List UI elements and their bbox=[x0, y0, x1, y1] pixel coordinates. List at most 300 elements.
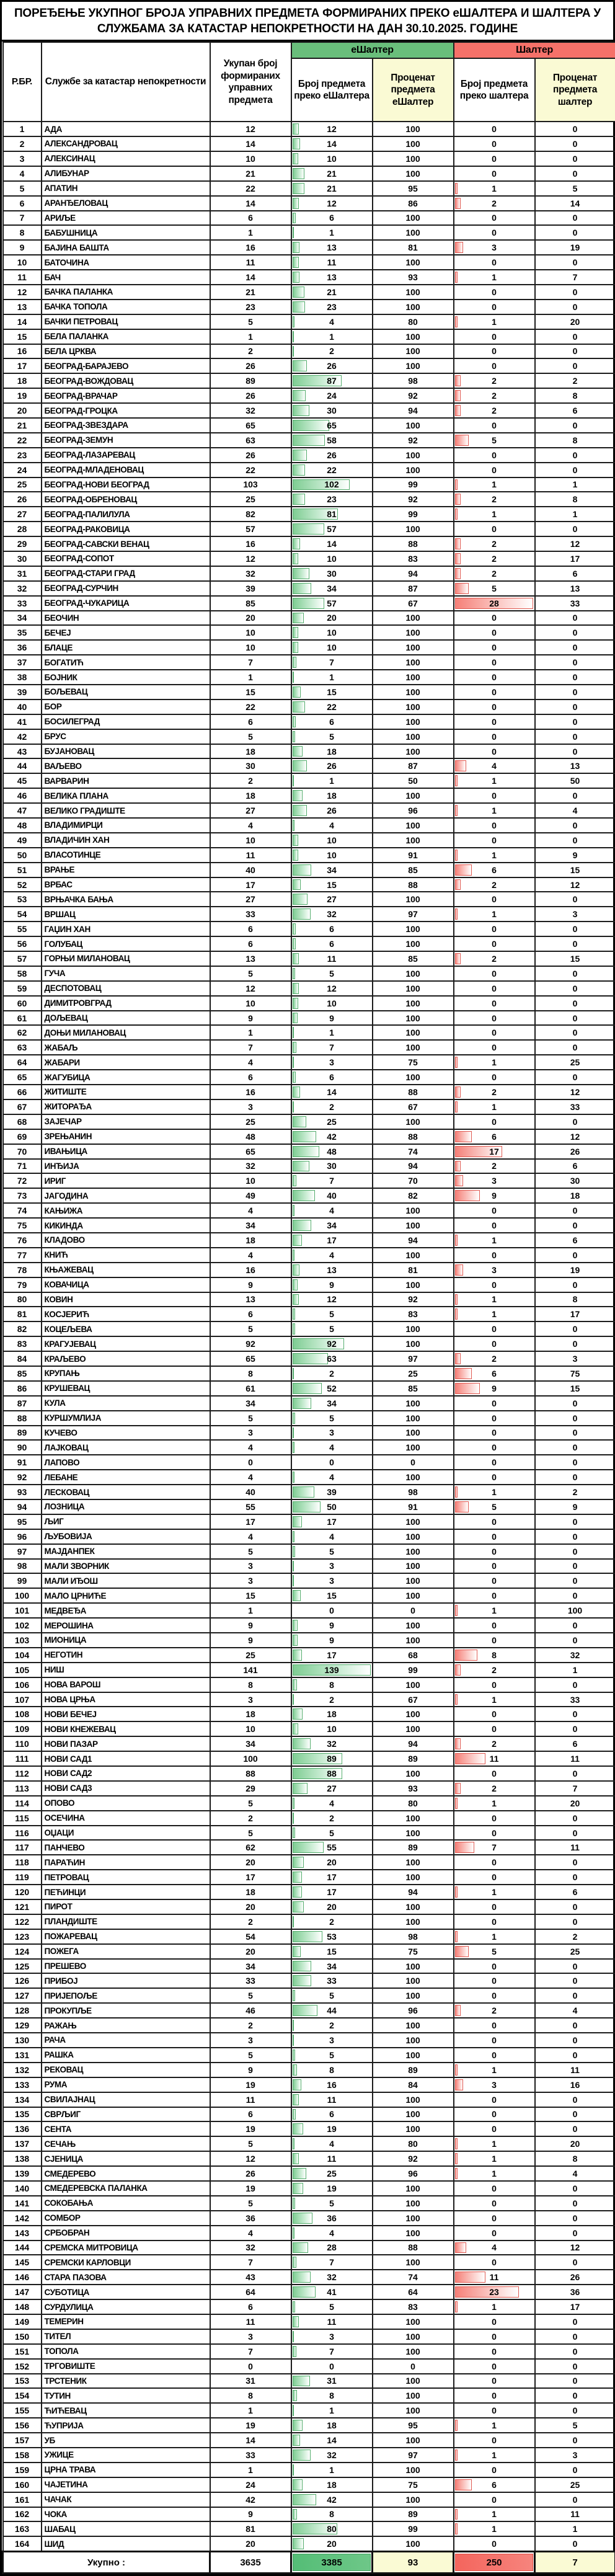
shalter-count-cell-value: 1 bbox=[492, 1102, 497, 1112]
eshalter-databar bbox=[293, 2035, 294, 2046]
row-number-cell: 141 bbox=[3, 2196, 42, 2211]
table-row bbox=[3, 166, 615, 181]
shalter-percent-cell: 0 bbox=[535, 2359, 615, 2374]
row-number-cell: 82 bbox=[3, 1321, 42, 1336]
total-count-cell: 33 bbox=[210, 907, 291, 922]
table-row bbox=[3, 2077, 615, 2092]
eshalter-count-cell bbox=[291, 2063, 373, 2077]
eshalter-count-cell-value: 22 bbox=[327, 702, 337, 712]
eshalter-databar bbox=[293, 953, 299, 964]
service-name-cell: РАЖАЊ bbox=[42, 2018, 210, 2033]
eshalter-databar bbox=[293, 983, 299, 994]
shalter-databar bbox=[455, 2272, 486, 2283]
shalter-count-cell bbox=[454, 1826, 535, 1841]
service-name-cell: ВРАЊЕ bbox=[42, 863, 210, 877]
service-name-cell: ТУТИН bbox=[42, 2388, 210, 2403]
total-count-cell: 22 bbox=[210, 181, 291, 196]
eshalter-databar bbox=[293, 1635, 298, 1646]
shalter-count-cell-value: 0 bbox=[492, 1517, 497, 1527]
total-count-cell: 10 bbox=[210, 1173, 291, 1188]
total-count-cell: 11 bbox=[210, 848, 291, 863]
eshalter-count-cell-value: 20 bbox=[327, 1857, 337, 1867]
shalter-count-cell bbox=[454, 1440, 535, 1455]
total-count-cell: 7 bbox=[210, 655, 291, 670]
eshalter-percent-cell: 74 bbox=[373, 2270, 454, 2285]
shalter-count-cell-value: 0 bbox=[492, 169, 497, 179]
shalter-count-cell bbox=[454, 685, 535, 700]
shalter-count-cell-value: 2 bbox=[492, 554, 497, 564]
total-count-cell: 15 bbox=[210, 685, 291, 700]
eshalter-percent-cell: 100 bbox=[373, 418, 454, 433]
row-number-cell: 104 bbox=[3, 1648, 42, 1663]
eshalter-databar bbox=[293, 420, 329, 431]
service-name-cell: ГОЛУБАЦ bbox=[42, 936, 210, 951]
shalter-count-cell bbox=[454, 2092, 535, 2107]
service-name-cell: ЛОЗНИЦА bbox=[42, 1499, 210, 1514]
shalter-count-cell-value: 0 bbox=[492, 524, 497, 534]
eshalter-percent-cell: 93 bbox=[373, 1781, 454, 1796]
shalter-count-cell-value: 0 bbox=[492, 1072, 497, 1082]
service-name-cell: БЕОЧИН bbox=[42, 611, 210, 626]
shalter-count-cell bbox=[454, 1263, 535, 1277]
table-row bbox=[3, 596, 615, 611]
eshalter-count-cell bbox=[291, 1618, 373, 1633]
shalter-percent-cell: 11 bbox=[535, 2063, 615, 2077]
service-name-cell: ДИМИТРОВГРАД bbox=[42, 996, 210, 1011]
row-number-cell: 65 bbox=[3, 1070, 42, 1085]
shalter-count-cell bbox=[454, 773, 535, 788]
service-name-cell: АЛЕКСАНДРОВАЦ bbox=[42, 136, 210, 151]
service-name-cell: ШИД bbox=[42, 2536, 210, 2551]
service-name-cell: ОЏАЦИ bbox=[42, 1826, 210, 1841]
eshalter-count-cell-value: 8 bbox=[329, 2391, 334, 2401]
eshalter-count-cell-value: 19 bbox=[327, 2183, 337, 2193]
service-name-cell: ПРОКУПЉЕ bbox=[42, 2003, 210, 2018]
eshalter-percent-cell: 100 bbox=[373, 611, 454, 626]
service-name-cell: КРАГУЈЕВАЦ bbox=[42, 1336, 210, 1351]
shalter-percent-cell: 0 bbox=[535, 2181, 615, 2196]
table-row bbox=[3, 2181, 615, 2196]
row-number-cell: 80 bbox=[3, 1292, 42, 1307]
total-count-cell: 1 bbox=[210, 670, 291, 685]
column-header-eshalter-percent: Проценат предмета еШалтер bbox=[373, 58, 454, 122]
service-name-cell: БРУС bbox=[42, 729, 210, 744]
table-row bbox=[3, 358, 615, 373]
shalter-databar bbox=[455, 908, 458, 920]
eshalter-count-cell bbox=[291, 1129, 373, 1144]
eshalter-count-cell-value: 92 bbox=[327, 1339, 337, 1349]
shalter-count-cell bbox=[454, 1633, 535, 1648]
shalter-percent-cell: 2 bbox=[535, 1485, 615, 1499]
eshalter-count-cell-value: 14 bbox=[327, 2435, 337, 2445]
row-number-cell: 1 bbox=[3, 122, 42, 136]
shalter-percent-cell: 0 bbox=[535, 1277, 615, 1292]
row-number-cell: 119 bbox=[3, 1870, 42, 1885]
eshalter-percent-cell: 100 bbox=[373, 522, 454, 536]
shalter-count-cell bbox=[454, 2270, 535, 2285]
shalter-databar bbox=[455, 316, 458, 327]
row-number-cell: 131 bbox=[3, 2048, 42, 2063]
eshalter-count-cell bbox=[291, 892, 373, 907]
service-name-cell: КЛАДОВО bbox=[42, 1233, 210, 1248]
eshalter-count-cell-value: 10 bbox=[327, 850, 337, 860]
shalter-percent-cell: 0 bbox=[535, 1025, 615, 1040]
shalter-percent-cell: 0 bbox=[535, 670, 615, 685]
eshalter-databar bbox=[293, 1250, 295, 1261]
row-number-cell: 83 bbox=[3, 1336, 42, 1351]
eshalter-databar bbox=[293, 286, 304, 298]
total-count-cell: 18 bbox=[210, 744, 291, 759]
shalter-count-cell bbox=[454, 2433, 535, 2448]
page-title: ПОРЕЂЕЊЕ УКУПНОГ БРОЈА УПРАВНИХ ПРЕДМЕТА ФОРМИРАНИХ ПРЕКО еШАЛТЕРА И ШАЛТЕРА У СЛУЖБАМА ЗА КАТАСТАР НЕПОКРЕТНОСТИ НА ДАН 30.10.2025. ГОДИНЕ bbox=[2, 2, 613, 42]
service-name-cell: БЕОГРАД-ЧУКАРИЦА bbox=[42, 596, 210, 611]
service-name-cell: ИНЂИЈА bbox=[42, 1159, 210, 1174]
eshalter-count-cell bbox=[291, 211, 373, 226]
eshalter-count-cell-value: 58 bbox=[327, 435, 337, 445]
shalter-count-cell bbox=[454, 211, 535, 226]
shalter-percent-cell: 0 bbox=[535, 2433, 615, 2448]
eshalter-databar bbox=[293, 1101, 294, 1113]
eshalter-count-cell bbox=[291, 1366, 373, 1381]
service-name-cell: БАБУШНИЦА bbox=[42, 225, 210, 240]
service-name-cell: БОСИЛЕГРАД bbox=[42, 714, 210, 729]
column-header-total: Укупан број формираних управних предмета bbox=[210, 42, 291, 122]
service-name-cell: БЕЧЕЈ bbox=[42, 625, 210, 640]
eshalter-count-cell-value: 32 bbox=[327, 2450, 337, 2460]
shalter-percent-cell: 8 bbox=[535, 433, 615, 448]
eshalter-count-cell-value: 48 bbox=[327, 1147, 337, 1157]
table-row bbox=[3, 2329, 615, 2344]
eshalter-percent-cell: 100 bbox=[373, 1855, 454, 1870]
shalter-percent-cell: 25 bbox=[535, 1944, 615, 1959]
table-footer bbox=[3, 2552, 615, 2574]
shalter-count-cell-value: 6 bbox=[492, 2480, 497, 2490]
shalter-count-cell bbox=[454, 566, 535, 581]
shalter-count-cell bbox=[454, 833, 535, 848]
shalter-count-cell bbox=[454, 1099, 535, 1114]
eshalter-count-cell-value: 4 bbox=[329, 1798, 334, 1808]
eshalter-percent-cell: 89 bbox=[373, 1751, 454, 1766]
row-number-cell: 106 bbox=[3, 1677, 42, 1692]
shalter-percent-cell: 2 bbox=[535, 1929, 615, 1944]
row-number-cell: 87 bbox=[3, 1396, 42, 1411]
total-count-cell: 39 bbox=[210, 581, 291, 596]
row-number-cell: 6 bbox=[3, 196, 42, 211]
table-row bbox=[3, 1973, 615, 1988]
shalter-count-cell-value: 1 bbox=[492, 2509, 497, 2519]
shalter-databar bbox=[455, 1886, 458, 1898]
total-count-cell: 3 bbox=[210, 2329, 291, 2344]
shalter-percent-cell: 20 bbox=[535, 2136, 615, 2151]
row-number-cell: 115 bbox=[3, 1811, 42, 1826]
row-number-cell: 117 bbox=[3, 1840, 42, 1855]
total-count-cell: 46 bbox=[210, 2003, 291, 2018]
eshalter-count-cell bbox=[291, 196, 373, 211]
eshalter-count-cell bbox=[291, 1025, 373, 1040]
shalter-count-cell bbox=[454, 877, 535, 892]
total-count-cell: 15 bbox=[210, 1588, 291, 1603]
service-name-cell: УЖИЦЕ bbox=[42, 2448, 210, 2463]
eshalter-count-cell-value: 20 bbox=[327, 1902, 337, 1912]
eshalter-databar bbox=[293, 1857, 304, 1868]
eshalter-count-cell-value: 57 bbox=[327, 524, 337, 534]
eshalter-databar bbox=[293, 346, 294, 357]
row-number-cell: 25 bbox=[3, 477, 42, 492]
eshalter-count-cell-value: 12 bbox=[327, 198, 337, 208]
eshalter-count-cell-value: 5 bbox=[329, 1413, 334, 1423]
eshalter-count-cell bbox=[291, 1233, 373, 1248]
shalter-count-cell-value: 1 bbox=[492, 776, 497, 786]
eshalter-percent-cell: 96 bbox=[373, 2003, 454, 2018]
eshalter-databar bbox=[293, 1931, 322, 1942]
eshalter-databar bbox=[293, 598, 325, 609]
eshalter-count-cell bbox=[291, 2299, 373, 2314]
shalter-percent-cell: 0 bbox=[535, 285, 615, 300]
row-number-cell: 114 bbox=[3, 1796, 42, 1811]
eshalter-count-cell bbox=[291, 2314, 373, 2329]
eshalter-percent-cell: 100 bbox=[373, 1677, 454, 1692]
shalter-count-cell-value: 0 bbox=[492, 1398, 497, 1408]
shalter-count-cell bbox=[454, 2536, 535, 2551]
eshalter-databar bbox=[293, 1531, 295, 1542]
eshalter-databar bbox=[293, 1590, 301, 1601]
eshalter-count-cell bbox=[291, 803, 373, 818]
shalter-databar bbox=[455, 953, 461, 964]
shalter-count-cell-value: 0 bbox=[492, 1324, 497, 1334]
total-count-cell: 29 bbox=[210, 1781, 291, 1796]
eshalter-percent-cell: 100 bbox=[373, 2107, 454, 2122]
eshalter-databar bbox=[293, 850, 298, 861]
eshalter-percent-cell: 100 bbox=[373, 1070, 454, 1085]
eshalter-count-cell bbox=[291, 2507, 373, 2522]
row-number-cell: 4 bbox=[3, 166, 42, 181]
shalter-count-cell bbox=[454, 1766, 535, 1781]
table-row bbox=[3, 1218, 615, 1233]
table-row bbox=[3, 536, 615, 551]
shalter-count-cell bbox=[454, 2211, 535, 2226]
shalter-percent-cell: 17 bbox=[535, 2299, 615, 2314]
service-name-cell: ВЛАСОТИНЦЕ bbox=[42, 848, 210, 863]
shalter-count-cell-value: 0 bbox=[492, 1857, 497, 1867]
eshalter-count-cell-value: 63 bbox=[327, 1354, 337, 1364]
shalter-count-cell bbox=[454, 1188, 535, 1203]
eshalter-databar bbox=[293, 1886, 302, 1898]
eshalter-count-cell-value: 4 bbox=[329, 1442, 334, 1452]
eshalter-databar bbox=[293, 760, 308, 771]
shalter-count-cell-value: 3 bbox=[492, 1176, 497, 1186]
total-count-cell: 65 bbox=[210, 1351, 291, 1366]
service-name-cell: БЛАЦЕ bbox=[42, 640, 210, 655]
eshalter-databar bbox=[293, 1561, 294, 1572]
shalter-count-cell bbox=[454, 2299, 535, 2314]
shalter-count-cell bbox=[454, 136, 535, 151]
table-row bbox=[3, 1336, 615, 1351]
shalter-percent-cell: 0 bbox=[535, 2492, 615, 2507]
shalter-count-cell-value: 0 bbox=[492, 1280, 497, 1290]
shalter-percent-cell: 0 bbox=[535, 344, 615, 359]
eshalter-percent-cell: 100 bbox=[373, 300, 454, 314]
table-row bbox=[3, 922, 615, 936]
total-count-cell: 6 bbox=[210, 714, 291, 729]
eshalter-percent-cell: 81 bbox=[373, 240, 454, 255]
shalter-count-cell-value: 0 bbox=[492, 2317, 497, 2327]
eshalter-percent-cell: 100 bbox=[373, 922, 454, 936]
eshalter-percent-cell: 0 bbox=[373, 2359, 454, 2374]
shalter-percent-cell: 0 bbox=[535, 1321, 615, 1336]
eshalter-count-cell bbox=[291, 1292, 373, 1307]
eshalter-databar bbox=[293, 2213, 313, 2224]
eshalter-percent-cell: 89 bbox=[373, 2063, 454, 2077]
eshalter-count-cell bbox=[291, 1055, 373, 1070]
shalter-databar bbox=[455, 1798, 458, 1809]
table-row bbox=[3, 551, 615, 566]
eshalter-count-cell-value: 7 bbox=[329, 1042, 334, 1052]
row-number-cell: 11 bbox=[3, 270, 42, 285]
eshalter-databar bbox=[293, 1813, 294, 1824]
row-number-cell: 76 bbox=[3, 1233, 42, 1248]
shalter-count-cell-value: 0 bbox=[492, 361, 497, 371]
eshalter-databar bbox=[293, 1738, 311, 1749]
eshalter-percent-cell: 99 bbox=[373, 477, 454, 492]
shalter-count-cell-value: 0 bbox=[492, 1013, 497, 1023]
eshalter-count-cell-value: 8 bbox=[329, 2065, 334, 2075]
shalter-count-cell-value: 0 bbox=[492, 1028, 497, 1037]
eshalter-databar bbox=[293, 923, 296, 935]
shalter-count-cell bbox=[454, 1218, 535, 1233]
eshalter-percent-cell: 100 bbox=[373, 1899, 454, 1914]
eshalter-count-cell-value: 1 bbox=[329, 2405, 334, 2415]
table-row bbox=[3, 2255, 615, 2270]
eshalter-count-cell-value: 3 bbox=[329, 2035, 334, 2045]
eshalter-percent-cell: 67 bbox=[373, 1692, 454, 1707]
eshalter-databar bbox=[293, 1013, 298, 1024]
total-count-cell: 5 bbox=[210, 1411, 291, 1426]
table-row bbox=[3, 1470, 615, 1485]
row-number-cell: 19 bbox=[3, 388, 42, 403]
shalter-databar bbox=[455, 1605, 458, 1616]
eshalter-count-cell bbox=[291, 2166, 373, 2181]
eshalter-count-cell-value: 52 bbox=[327, 1383, 337, 1393]
total-count-cell: 27 bbox=[210, 803, 291, 818]
eshalter-databar bbox=[293, 301, 306, 313]
row-number-cell: 143 bbox=[3, 2226, 42, 2241]
eshalter-count-cell-value: 139 bbox=[324, 1665, 338, 1675]
shalter-percent-cell: 4 bbox=[535, 803, 615, 818]
service-name-cell: СВИЛАЈНАЦ bbox=[42, 2092, 210, 2107]
eshalter-count-cell-value: 16 bbox=[327, 2080, 337, 2090]
eshalter-percent-cell: 97 bbox=[373, 1351, 454, 1366]
shalter-percent-cell: 0 bbox=[535, 300, 615, 314]
eshalter-databar bbox=[293, 1264, 300, 1276]
row-number-cell: 151 bbox=[3, 2344, 42, 2359]
service-name-cell: ДЕСПОТОВАЦ bbox=[42, 981, 210, 996]
shalter-percent-cell: 0 bbox=[535, 625, 615, 640]
total-count-cell: 9 bbox=[210, 2507, 291, 2522]
total-count-cell: 63 bbox=[210, 433, 291, 448]
shalter-count-cell bbox=[454, 951, 535, 966]
total-count-cell: 2 bbox=[210, 2018, 291, 2033]
shalter-count-cell bbox=[454, 1855, 535, 1870]
service-name-cell: БАЧКА ТОПОЛА bbox=[42, 300, 210, 314]
shalter-count-cell bbox=[454, 714, 535, 729]
eshalter-count-cell-value: 4 bbox=[329, 820, 334, 830]
row-number-cell: 93 bbox=[3, 1485, 42, 1499]
eshalter-count-cell-value: 26 bbox=[327, 806, 337, 815]
service-name-cell: ЋУПРИЈА bbox=[42, 2418, 210, 2433]
eshalter-count-cell-value: 6 bbox=[329, 717, 334, 727]
total-count-cell: 9 bbox=[210, 1618, 291, 1633]
shalter-count-cell bbox=[454, 463, 535, 477]
total-count-cell: 33 bbox=[210, 1973, 291, 1988]
eshalter-count-cell-value: 10 bbox=[327, 154, 337, 164]
shalter-count-cell-value: 0 bbox=[492, 2361, 497, 2371]
shalter-count-cell-value: 1 bbox=[492, 909, 497, 919]
row-number-cell: 101 bbox=[3, 1603, 42, 1618]
table-row bbox=[3, 507, 615, 522]
eshalter-count-cell bbox=[291, 1144, 373, 1159]
eshalter-count-cell-value: 34 bbox=[327, 865, 337, 875]
shalter-count-cell bbox=[454, 1663, 535, 1677]
eshalter-count-cell-value: 12 bbox=[327, 984, 337, 993]
total-count-cell: 30 bbox=[210, 758, 291, 773]
eshalter-percent-cell: 74 bbox=[373, 1144, 454, 1159]
shalter-percent-cell: 8 bbox=[535, 1292, 615, 1307]
eshalter-count-cell bbox=[291, 240, 373, 255]
eshalter-count-cell-value: 21 bbox=[327, 169, 337, 179]
shalter-count-cell bbox=[454, 1796, 535, 1811]
shalter-percent-cell: 0 bbox=[535, 1588, 615, 1603]
row-number-cell: 41 bbox=[3, 714, 42, 729]
eshalter-count-cell bbox=[291, 2211, 373, 2226]
eshalter-percent-cell: 97 bbox=[373, 2448, 454, 2463]
shalter-count-cell-value: 2 bbox=[492, 2005, 497, 2015]
eshalter-count-cell-value: 4 bbox=[329, 1472, 334, 1482]
shalter-percent-cell: 0 bbox=[535, 611, 615, 626]
eshalter-count-cell bbox=[291, 1870, 373, 1885]
shalter-percent-cell: 0 bbox=[535, 729, 615, 744]
eshalter-databar bbox=[293, 1353, 328, 1364]
eshalter-databar bbox=[293, 523, 325, 535]
eshalter-count-cell-value: 7 bbox=[329, 2257, 334, 2267]
eshalter-percent-cell: 100 bbox=[373, 2196, 454, 2211]
eshalter-percent-cell: 100 bbox=[373, 358, 454, 373]
eshalter-percent-cell: 100 bbox=[373, 640, 454, 655]
service-name-cell: БЕОГРАД-ВРАЧАР bbox=[42, 388, 210, 403]
eshalter-percent-cell: 100 bbox=[373, 2121, 454, 2136]
eshalter-count-cell bbox=[291, 1203, 373, 1218]
eshalter-databar bbox=[293, 701, 305, 713]
service-name-cell: КРАЉЕВО bbox=[42, 1351, 210, 1366]
shalter-count-cell bbox=[454, 1144, 535, 1159]
table-row bbox=[3, 2196, 615, 2211]
shalter-count-cell-value: 1 bbox=[492, 1309, 497, 1319]
service-name-cell: ТРСТЕНИК bbox=[42, 2374, 210, 2389]
shalter-percent-cell: 0 bbox=[535, 966, 615, 981]
shalter-count-cell-value: 0 bbox=[492, 450, 497, 460]
eshalter-count-cell-value: 5 bbox=[329, 969, 334, 979]
table-row bbox=[3, 2285, 615, 2299]
total-count-cell: 34 bbox=[210, 1396, 291, 1411]
eshalter-count-cell-value: 14 bbox=[327, 139, 337, 149]
eshalter-percent-cell: 0 bbox=[373, 1455, 454, 1470]
eshalter-count-cell-value: 1 bbox=[329, 332, 334, 342]
table-row bbox=[3, 1559, 615, 1574]
table-row bbox=[3, 314, 615, 329]
service-name-cell: РУМА bbox=[42, 2077, 210, 2092]
shalter-databar bbox=[455, 1131, 472, 1142]
table-row bbox=[3, 848, 615, 863]
eshalter-percent-cell: 25 bbox=[373, 1366, 454, 1381]
